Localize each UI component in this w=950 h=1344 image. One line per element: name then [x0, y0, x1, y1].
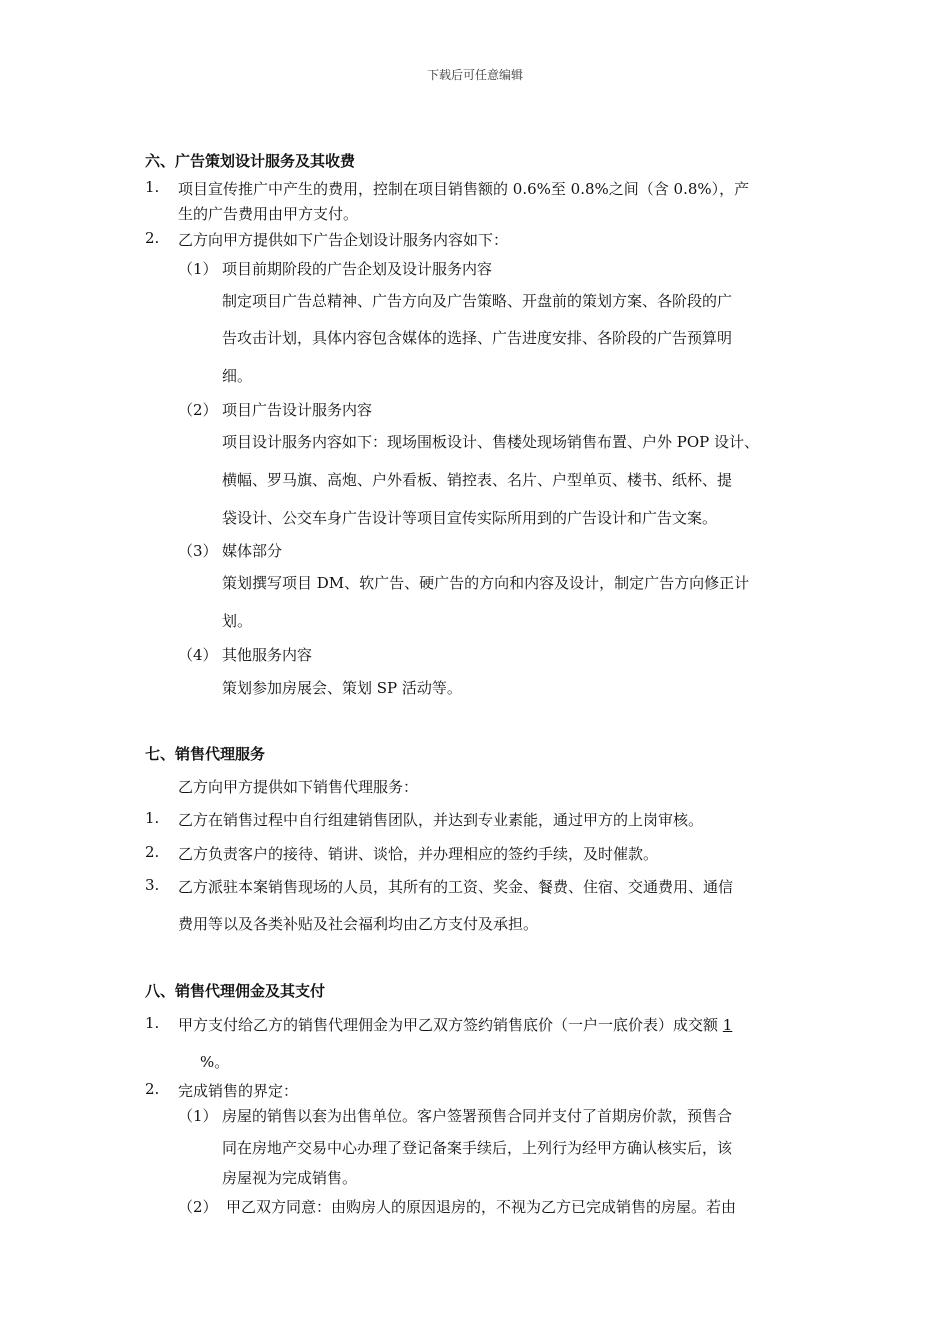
sec6-sub4-line1: 策划参加房展会、策划 SP 活动等。	[222, 679, 462, 697]
sec6-item2-line1: 乙方向甲方提供如下广告企划设计服务内容如下：	[178, 231, 509, 249]
commission-rate-value: 1	[722, 1016, 733, 1034]
sec6-sub3-number: （3）	[178, 542, 218, 560]
sec6-sub3-line2: 划。	[222, 612, 253, 630]
sec6-sub1-number: （1）	[178, 260, 218, 278]
sec6-sub1-line3: 细。	[222, 367, 253, 385]
sec7-item2-text: 乙方负责客户的接待、销讲、谈恰，并办理相应的签约手续，及时催款。	[178, 845, 659, 863]
sec7-item2-number: 2.	[145, 843, 160, 861]
section-6-title: 六、广告策划设计服务及其收费	[145, 152, 356, 170]
sec6-sub4-title: 其他服务内容	[222, 646, 313, 664]
sec8-sub1-line2: 同在房地产交易中心办理了登记备案手续后，上列行为经甲方确认核实后，该	[222, 1139, 733, 1157]
sec6-item2-number: 2.	[145, 229, 160, 247]
sec6-sub2-line1: 项目设计服务内容如下：现场围板设计、售楼处现场销售布置、户外 POP 设计、	[222, 433, 760, 451]
sec6-sub2-title: 项目广告设计服务内容	[222, 401, 373, 419]
sec7-item3-number: 3.	[145, 876, 160, 894]
sec8-item2-line1: 完成销售的界定：	[178, 1082, 299, 1100]
section-8-title: 八、销售代理佣金及其支付	[145, 982, 326, 1000]
sec7-item1-number: 1.	[145, 809, 160, 827]
sec6-sub2-line2: 横幅、罗马旗、高炮、户外看板、销控表、名片、户型单页、楼书、纸杯、提	[222, 471, 733, 489]
sec8-item1-number: 1.	[145, 1014, 160, 1032]
sec8-sub1-number: （1）	[178, 1107, 218, 1125]
sec6-sub2-number: （2）	[178, 401, 218, 419]
sec8-sub1-line1: 房屋的销售以套为出售单位。客户签署预售合同并支付了首期房价款，预售合	[222, 1107, 733, 1125]
sec6-sub1-title: 项目前期阶段的广告企划及设计服务内容	[222, 260, 493, 278]
sec6-sub1-line2: 告攻击计划，具体内容包含媒体的选择、广告进度安排、各阶段的广告预算明	[222, 329, 733, 347]
sec8-sub2-number: （2）	[178, 1198, 218, 1216]
sec6-item1-line2: 生的广告费用由甲方支付。	[178, 205, 359, 223]
sec8-sub2-line1: 甲乙双方同意：由购房人的原因退房的，不视为乙方已完成销售的房屋。若由	[226, 1198, 737, 1216]
header-note: 下载后可任意编辑	[426, 68, 523, 82]
sec6-sub3-title: 媒体部分	[222, 542, 283, 560]
sec6-sub3-line1: 策划撰写项目 DM、软广告、硬广告的方向和内容及设计，制定广告方向修正计	[222, 574, 750, 592]
sec6-sub1-line1: 制定项目广告总精神、广告方向及广告策略、开盘前的策划方案、各阶段的广	[222, 292, 733, 310]
section-7-title: 七、销售代理服务	[145, 745, 266, 763]
sec7-item3-line1: 乙方派驻本案销售现场的人员，其所有的工资、奖金、餐费、住宿、交通费用、通信	[178, 878, 734, 896]
sec6-sub4-number: （4）	[178, 646, 218, 664]
sec6-sub2-line3: 袋设计、公交车身广告设计等项目宣传实际所用到的广告设计和广告文案。	[222, 509, 718, 527]
sec6-item1-line1: 项目宣传推广中产生的费用，控制在项目销售额的 0.6%至 0.8%之间（含 0.8%），产	[178, 180, 750, 198]
sec8-item2-number: 2.	[145, 1080, 160, 1098]
sec6-item1-number: 1.	[145, 178, 160, 196]
sec8-item1-line1	[178, 1014, 732, 1035]
sec7-intro: 乙方向甲方提供如下销售代理服务：	[178, 778, 419, 796]
sec7-item1-text: 乙方在销售过程中自行组建销售团队，并达到专业素能，通过甲方的上岗审核。	[178, 811, 704, 829]
sec8-item1-text: 甲方支付给乙方的销售代理佣金为甲乙双方签约销售底价（一户一底价表）成交额	[178, 1016, 719, 1034]
sec8-item1-line2: %。	[200, 1053, 230, 1071]
sec7-item3-line2: 费用等以及各类补贴及社会福利均由乙方支付及承担。	[178, 915, 539, 933]
sec8-sub1-line3: 房屋视为完成销售。	[222, 1169, 358, 1187]
